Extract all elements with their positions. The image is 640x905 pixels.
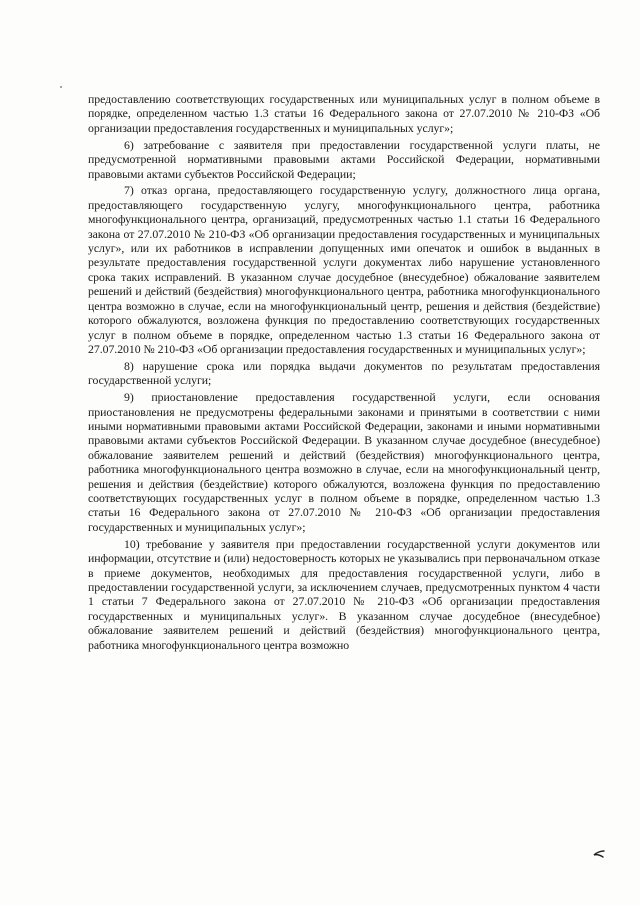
paragraph-item-6: 6) затребование с заявителя при предоставлении государственной услуги платы, не предусмотренной нормативными правовыми актами Российской Федерации, нормативными правовыми актами субъектов Российской Федерации;: [88, 137, 600, 181]
handwritten-mark-icon: [592, 846, 606, 864]
paragraph-continuation: предоставлению соответствующих государственных или муниципальных услуг в полном объеме в порядке, определенном частью 1.3 статьи 16 Федерального закона от 27.07.2010 № 210-ФЗ «Об организации предоставления государственных и муниципальных услуг»;: [88, 92, 600, 135]
scan-speck: [60, 86, 62, 88]
paragraph-item-10: 10) требование у заявителя при предоставлении государственной услуги документов или информации, отсутствие и (или) недостоверность которых не указывались при первоначальном отказе в приеме документов, необходимых для предоставления государственной услуги, либо в предоставлении государственной услуги, за исключением случаев, предусмотренных пунктом 4 части 1 статьи 7 Федерального закона от 27.07.2010 № 210-ФЗ «Об организации предоставления государственных и муниципальных услуг». В указанном случае досудебное (внесудебное) обжалование заявителем решений и действий (бездействия) многофункционального центра, работника многофункционального центра возможно: [88, 536, 600, 652]
document-body: [88, 92, 600, 654]
paragraph-item-8: 8) нарушение срока или порядка выдачи документов по результатам предоставления государственной услуги;: [88, 358, 600, 388]
paragraph-item-9: 9) приостановление предоставления государственной услуги, если основания приостановления не предусмотрены федеральными законами и принятыми в соответствии с ними иными нормативными правовыми актами Российской Федерации, законами и иными нормативными правовыми актами субъектов Российской Федерации. В указанном случае досудебное (внесудебное) обжалование заявителем решений и действий (бездействия) многофункционального центра, работника многофункционального центра возможно в случае, если на многофункциональный центр, решения и действия (бездействие) которого обжалуются, возложена функция по предоставлению соответствующих государственных услуг в полном объеме в порядке, определенном частью 1.3 статьи 16 Федерального закона от 27.07.2010 № 210-ФЗ «Об организации предоставления государственных и муниципальных услуг»;: [88, 390, 600, 534]
paragraph-item-7: 7) отказ органа, предоставляющего государственную услугу, должностного лица органа, предоставляющего государственную услугу, многофункционального центра, работника многофункционального центра, организаций, предусмотренных частью 1.1 статьи 16 Федерального закона от 27.07.2010 № 210-ФЗ «Об организации предоставления государственных и муниципальных услуг», или их работников в исправлении допущенных ими опечаток и ошибок в выданных в результате предоставления государственной услуги документах либо нарушение установленного срока таких исправлений. В указанном случае досудебное (внесудебное) обжалование заявителем решений и действий (бездействия) многофункционального центра, работника многофункционального центра возможно в случае, если на многофункциональный центр, решения и действия (бездействие) которого обжалуются, возложена функция по предоставлению соответствующих государственных услуг в полном объеме в порядке, определенном частью 1.3 статьи 16 Федерального закона от 27.07.2010 № 210-ФЗ «Об организации предоставления государственных и муниципальных услуг»;: [88, 183, 600, 356]
